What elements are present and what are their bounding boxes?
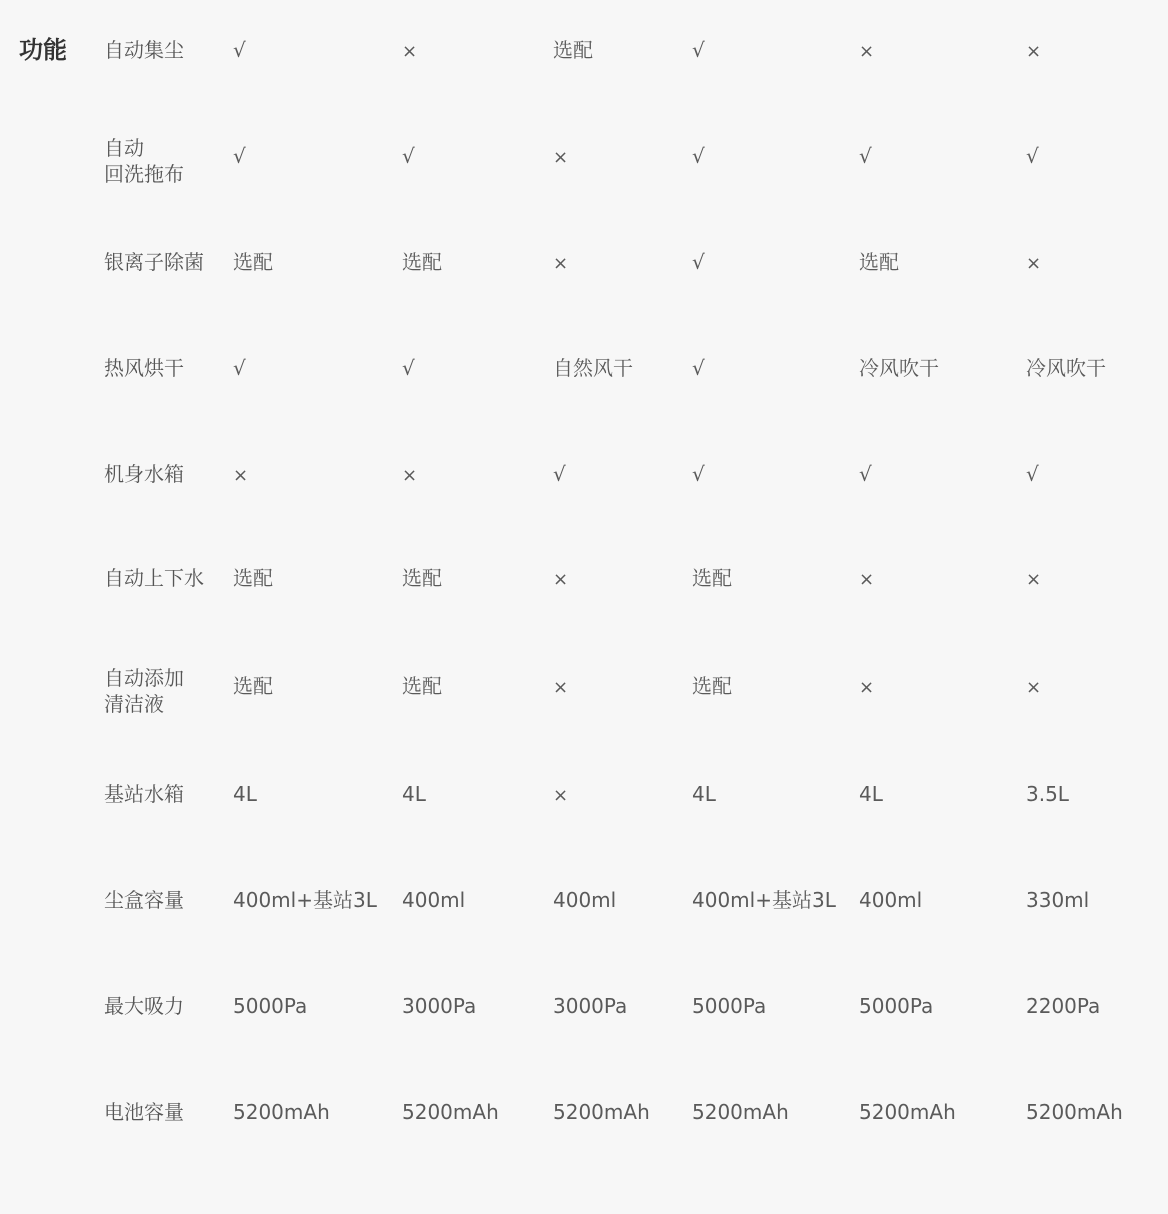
table-cell: 400ml — [859, 888, 923, 912]
table-cell: 选配 — [233, 674, 273, 698]
table-row — [0, 887, 1168, 993]
table-cell: × — [402, 465, 418, 486]
feature-label-line: 自动集尘 — [104, 38, 184, 62]
table-cell: 3.5L — [1026, 782, 1069, 806]
feature-label-line: 自动上下水 — [104, 566, 204, 590]
table-cell: 5200mAh — [692, 1100, 789, 1124]
table-cell: 400ml+基站3L — [233, 888, 377, 912]
table-cell: √ — [692, 250, 705, 274]
table-cell: √ — [692, 38, 705, 62]
feature-label-line: 自动添加 — [104, 666, 184, 690]
table-cell: 选配 — [553, 38, 593, 62]
table-cell: 330ml — [1026, 888, 1090, 912]
table-cell: 5200mAh — [233, 1100, 330, 1124]
feature-label-line: 电池容量 — [104, 1100, 184, 1124]
table-cell: √ — [553, 462, 566, 486]
table-cell: × — [859, 677, 875, 698]
table-cell: √ — [1026, 462, 1039, 486]
table-cell: √ — [233, 38, 246, 62]
table-cell: 400ml — [553, 888, 617, 912]
table-cell: 选配 — [402, 250, 442, 274]
table-cell: × — [1026, 253, 1042, 274]
table-cell: × — [553, 677, 569, 698]
feature-label-line: 回洗拖布 — [104, 162, 184, 186]
table-cell: 2200Pa — [1026, 994, 1101, 1018]
table-cell: × — [859, 569, 875, 590]
feature-label — [104, 887, 219, 913]
table-cell: √ — [402, 356, 415, 380]
feature-label-line: 自动 — [104, 136, 144, 160]
feature-label — [104, 665, 219, 717]
feature-label — [104, 565, 219, 591]
table-cell: 冷风吹干 — [859, 356, 939, 380]
table-row — [0, 993, 1168, 1099]
table-cell: √ — [402, 144, 415, 168]
table-cell: √ — [233, 144, 246, 168]
feature-label — [104, 355, 219, 381]
table-row — [0, 355, 1168, 461]
table-cell: 5000Pa — [692, 994, 767, 1018]
table-cell: × — [859, 41, 875, 62]
feature-label — [104, 135, 219, 187]
table-cell: 5200mAh — [402, 1100, 499, 1124]
table-cell: 5000Pa — [859, 994, 934, 1018]
table-row — [0, 249, 1168, 355]
table-row — [0, 565, 1168, 671]
table-cell: 400ml — [402, 888, 466, 912]
table-row — [0, 37, 1168, 143]
table-cell: × — [553, 253, 569, 274]
table-cell: 4L — [692, 782, 716, 806]
table-cell: 选配 — [402, 674, 442, 698]
table-cell: × — [402, 41, 418, 62]
feature-label-line: 机身水箱 — [104, 462, 184, 486]
table-cell: 选配 — [402, 566, 442, 590]
table-cell: √ — [859, 462, 872, 486]
table-cell: √ — [692, 144, 705, 168]
table-cell: 选配 — [233, 566, 273, 590]
feature-label-line: 尘盒容量 — [104, 888, 184, 912]
feature-label-line: 清洁液 — [104, 692, 164, 716]
feature-label — [104, 461, 219, 487]
table-cell: × — [553, 147, 569, 168]
feature-label-line: 最大吸力 — [104, 994, 184, 1018]
table-cell: 400ml+基站3L — [692, 888, 836, 912]
table-row — [0, 136, 1168, 249]
table-cell: √ — [859, 144, 872, 168]
table-cell: 选配 — [692, 566, 732, 590]
feature-label — [104, 1099, 219, 1125]
table-row — [0, 461, 1168, 567]
feature-label — [104, 993, 219, 1019]
feature-label-line: 银离子除菌 — [104, 250, 204, 274]
table-cell: 5000Pa — [233, 994, 308, 1018]
table-cell: 3000Pa — [402, 994, 477, 1018]
table-row — [0, 1099, 1168, 1205]
table-cell: 自然风干 — [553, 356, 633, 380]
table-cell: × — [1026, 41, 1042, 62]
table-cell: × — [1026, 677, 1042, 698]
table-cell: × — [233, 465, 249, 486]
table-cell: √ — [1026, 144, 1039, 168]
feature-label — [104, 249, 219, 275]
table-cell: 5200mAh — [859, 1100, 956, 1124]
table-cell: 选配 — [859, 250, 899, 274]
table-cell: 4L — [233, 782, 257, 806]
table-cell: √ — [233, 356, 246, 380]
table-cell: 冷风吹干 — [1026, 356, 1106, 380]
table-cell: 4L — [859, 782, 883, 806]
feature-label-line: 热风烘干 — [104, 356, 184, 380]
table-cell: × — [1026, 569, 1042, 590]
table-cell: 5200mAh — [553, 1100, 650, 1124]
feature-label — [104, 781, 219, 807]
section-title: 功能 — [19, 36, 67, 64]
table-cell: √ — [692, 356, 705, 380]
table-cell: 选配 — [233, 250, 273, 274]
table-cell: 选配 — [692, 674, 732, 698]
table-cell: 4L — [402, 782, 426, 806]
table-cell: 3000Pa — [553, 994, 628, 1018]
feature-label-line: 基站水箱 — [104, 782, 184, 806]
table-cell: × — [553, 785, 569, 806]
feature-label — [104, 37, 219, 63]
table-cell: × — [553, 569, 569, 590]
table-cell: 5200mAh — [1026, 1100, 1123, 1124]
table-row — [0, 666, 1168, 779]
table-row — [0, 781, 1168, 887]
table-cell: √ — [692, 462, 705, 486]
